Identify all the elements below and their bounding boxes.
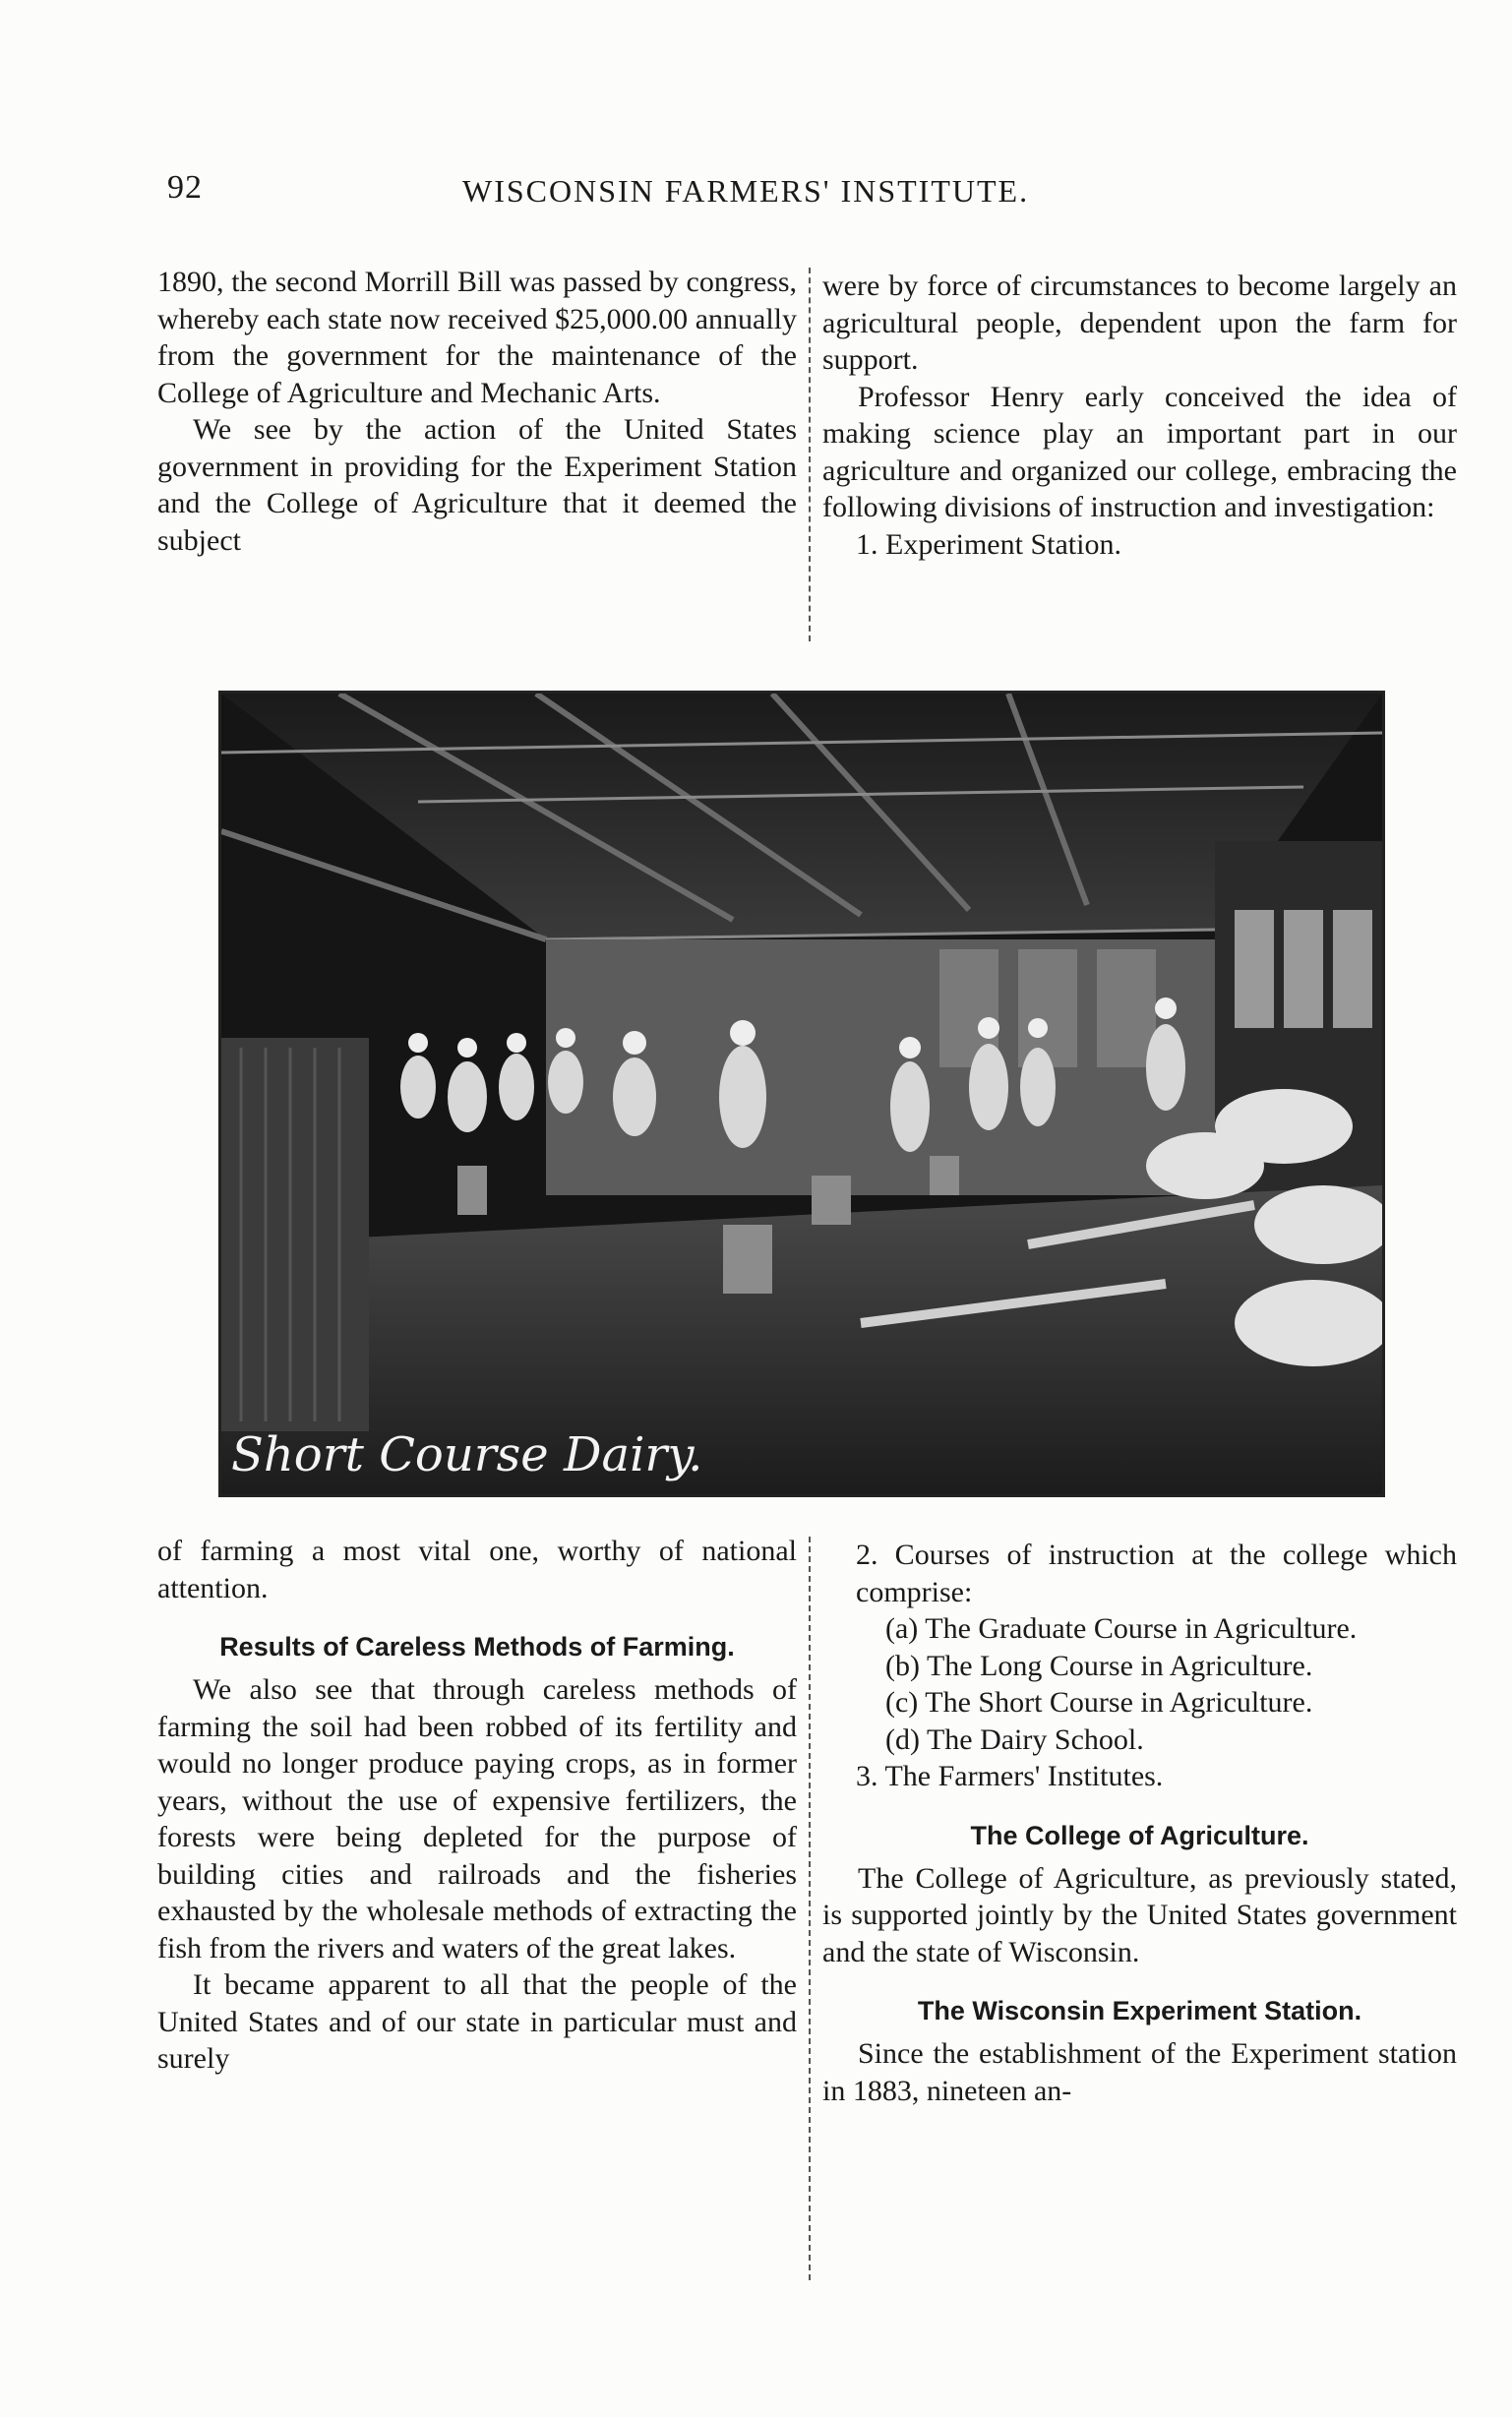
paragraph: Since the establishment of the Experiment station in 1883, nineteen an- [822,2037,1457,2107]
section-heading: The Wisconsin Experiment Station. [917,1996,1362,2025]
photo-caption: Short Course Dairy. [231,1427,703,1482]
section-heading: Results of Careless Methods of Farming. [219,1632,735,1662]
list-subitem: (a) The Graduate Course in Agriculture. [885,1612,1358,1645]
section-heading: The College of Agriculture. [970,1820,1309,1850]
right-column-bottom [822,1537,1457,2109]
list-item: 3. The Farmers' Institutes. [856,1760,1164,1792]
paragraph: We see by the action of the United States government in providing for the Experiment Station and the College of Agriculture that it deemed the subject [157,413,797,557]
running-title: WISCONSIN FARMERS' INSTITUTE. [462,173,1030,209]
page-number: 92 [167,169,203,206]
list-item: 2. Courses of instruction at the college which comprise: [856,1539,1457,1608]
paragraph: It became apparent to all that the people of the United States and of our state in particular must and surely [157,1968,797,2075]
list-subitem: (b) The Long Course in Agriculture. [885,1649,1313,1682]
photo-illustration [221,694,1382,1494]
list-subitem: (c) The Short Course in Agriculture. [885,1686,1313,1719]
paragraph: Professor Henry early conceived the idea of making science play an important part in our agriculture and organized our college, embracing the following divisions of instruction and investigation: [822,380,1457,523]
paragraph: We also see that through careless methods of farming the soil had been robbed of its fertility and would no longer produce paying crops, as in former years, without the use of expensive fertilizers, the forests were being depleted for the purpose of building cities and railroads and the fisheries exhausted by the wholesale methods of extracting the fish from the rivers and waters of the great lakes. [157,1673,797,1964]
dairy-photograph [218,691,1385,1497]
right-column-top [822,268,1457,563]
list-item: 1. Experiment Station. [856,527,1121,561]
column-divider [809,268,811,641]
paragraph: were by force of circumstances to become largely an agricultural people, dependent upon the farm for support. [822,270,1457,376]
paragraph: 1890, the second Morrill Bill was passed by congress, whereby each state now received $25,000.00 annually from the government for the maintenance of the College of Agriculture and Mechanic Arts. [157,266,797,409]
paragraph: The College of Agriculture, as previously stated, is supported jointly by the United States government and the state of Wisconsin. [822,1861,1457,1968]
left-column-top [157,264,797,559]
left-column-bottom [157,1533,797,2078]
list-subitem: (d) The Dairy School. [885,1722,1144,1756]
paragraph: of farming a most vital one, worthy of national attention. [157,1535,797,1604]
column-divider [809,1537,811,2280]
